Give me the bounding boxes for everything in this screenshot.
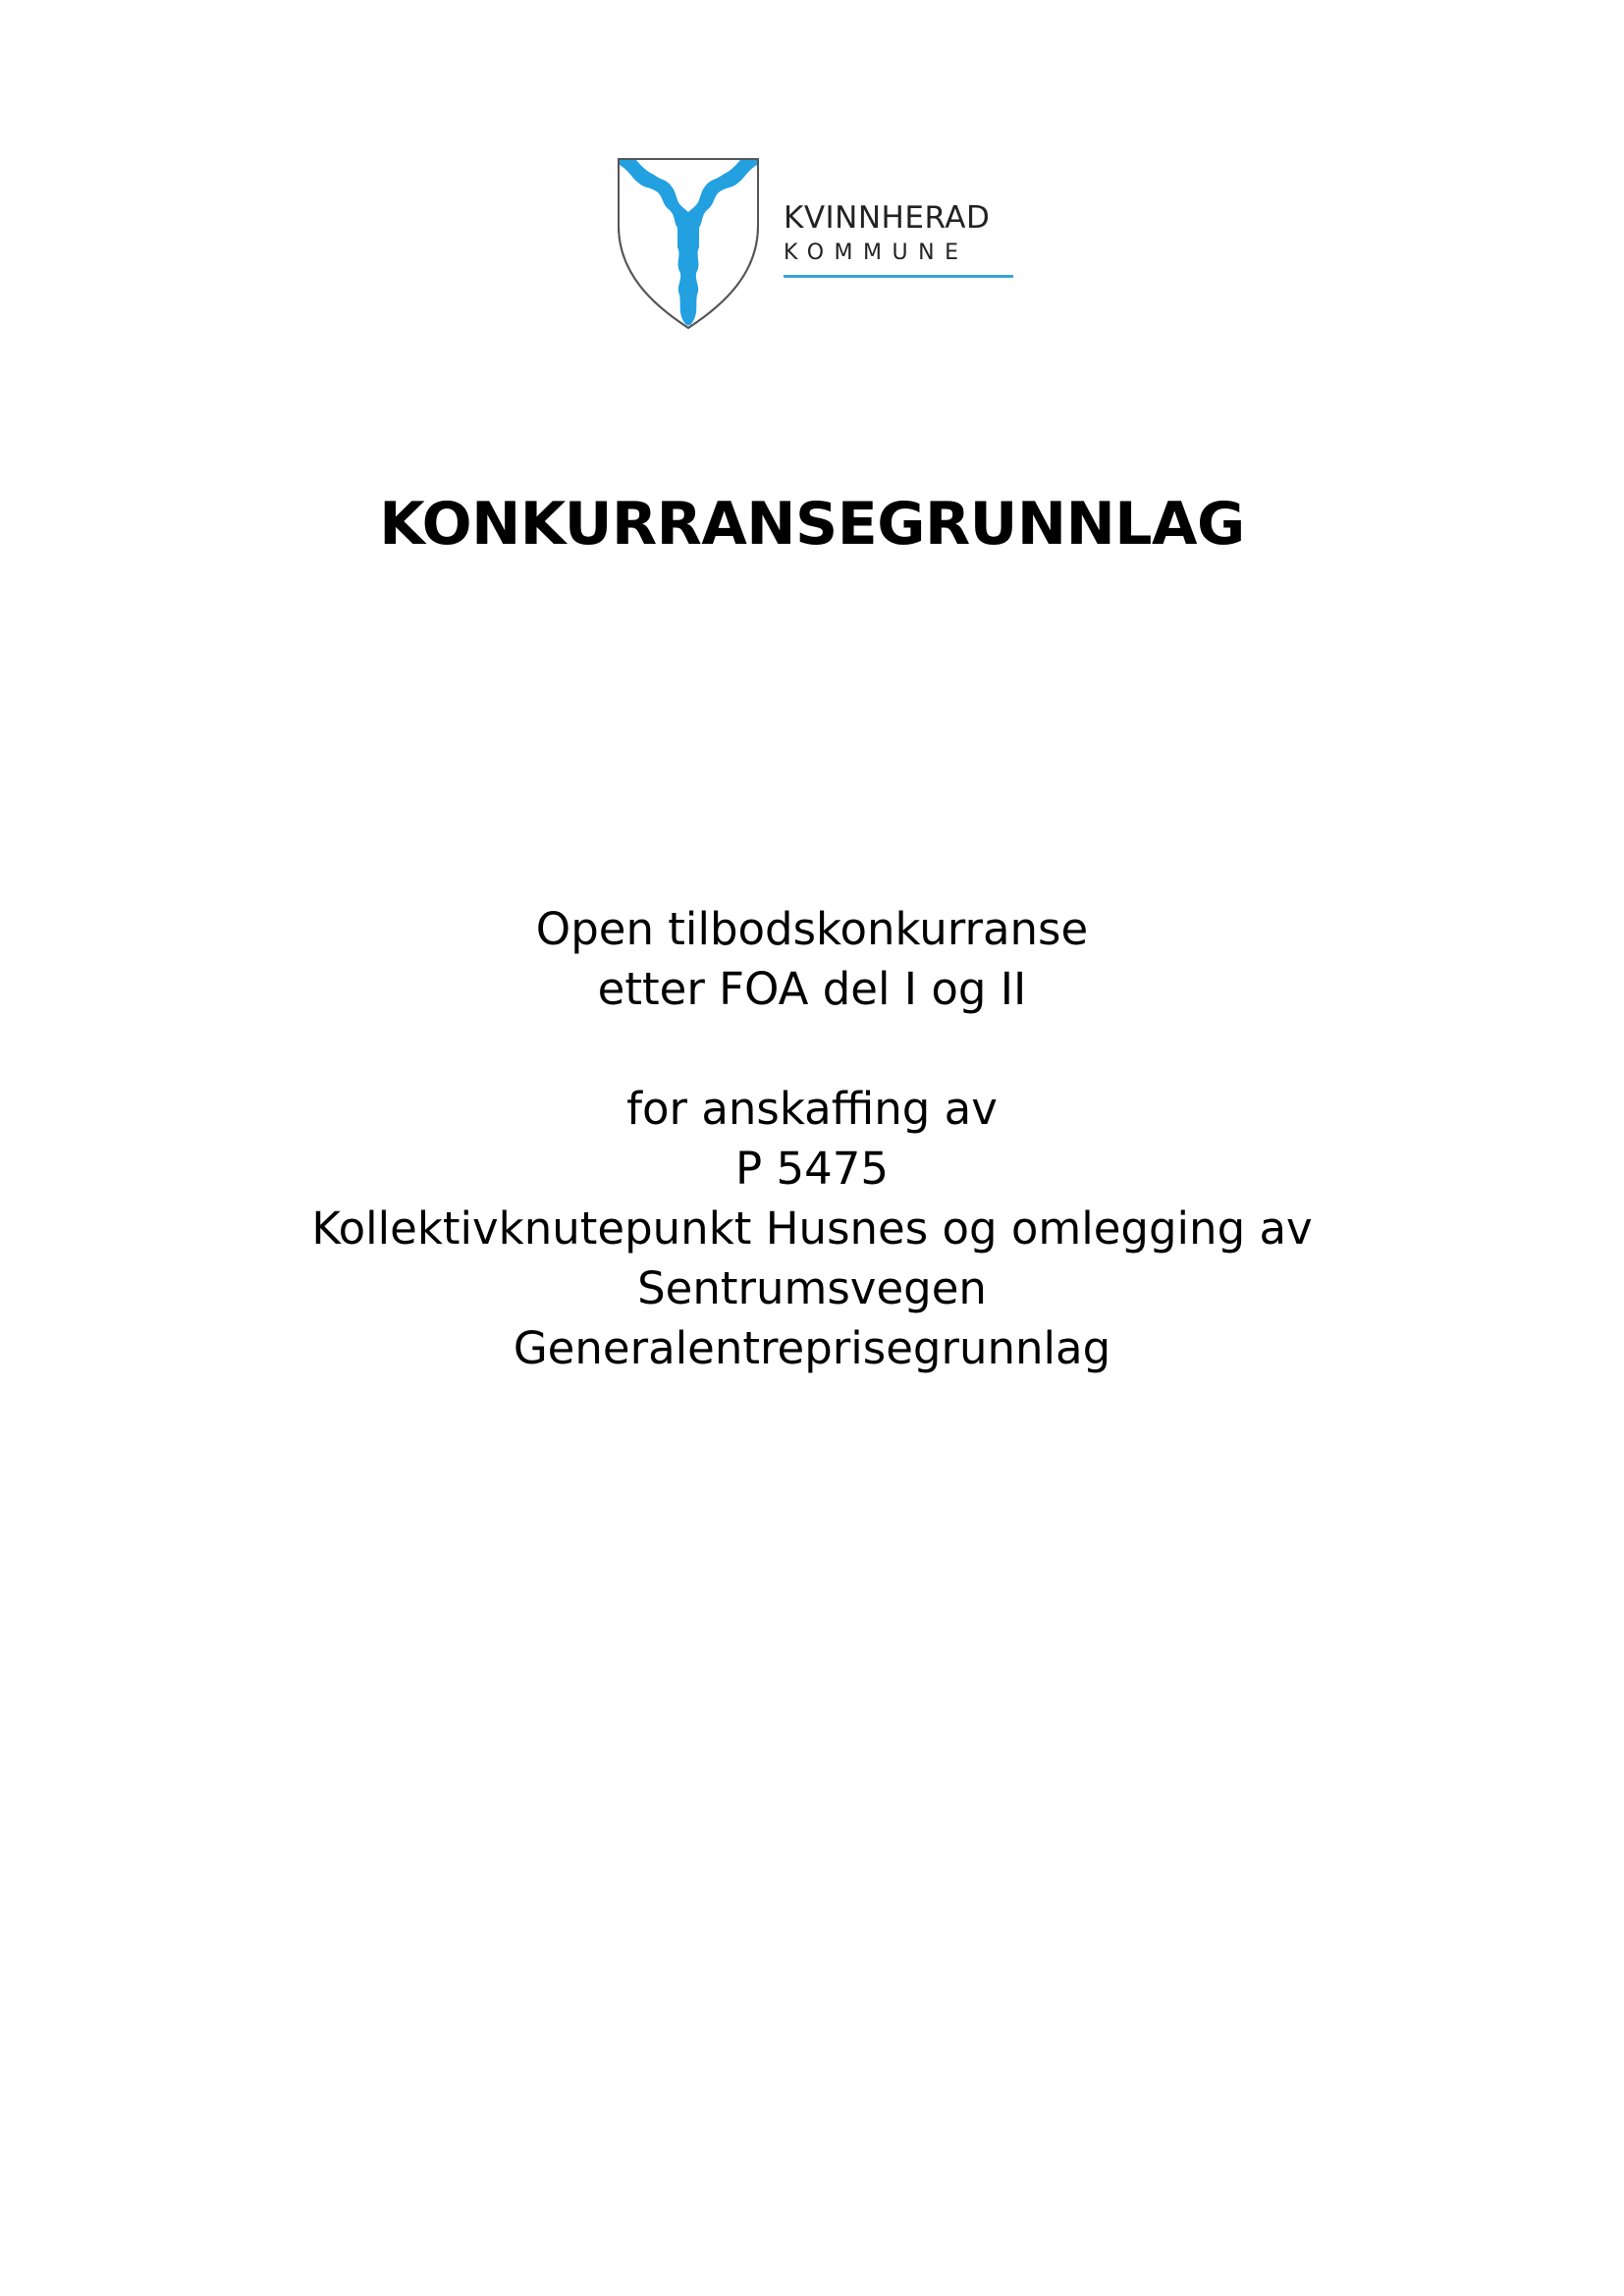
logo-underline — [784, 275, 1013, 278]
coat-of-arms-icon — [617, 157, 760, 330]
procedure-line: etter FOA del I og II — [597, 963, 1027, 1015]
purchase-block — [0, 1079, 1624, 1378]
project-name-line: Sentrumsvegen — [637, 1262, 987, 1314]
municipality-logo — [617, 157, 1019, 330]
logo-name: KVINNHERAD — [784, 200, 991, 236]
purchase-line: for anskaffing av — [626, 1083, 998, 1135]
document-title: KONKURRANSEGRUNNLAG — [379, 490, 1245, 559]
project-number: P 5475 — [735, 1143, 889, 1195]
logo-wordmark — [784, 200, 1017, 278]
project-name-line: Kollektivknutepunkt Husnes og omlegging av — [311, 1202, 1313, 1255]
document-type-line: Generalentreprisegrunnlag — [513, 1322, 1111, 1374]
procedure-block — [0, 899, 1624, 1019]
logo-subtitle: KOMMUNE — [784, 240, 969, 265]
procedure-line: Open tilbodskonkurranse — [535, 903, 1089, 955]
